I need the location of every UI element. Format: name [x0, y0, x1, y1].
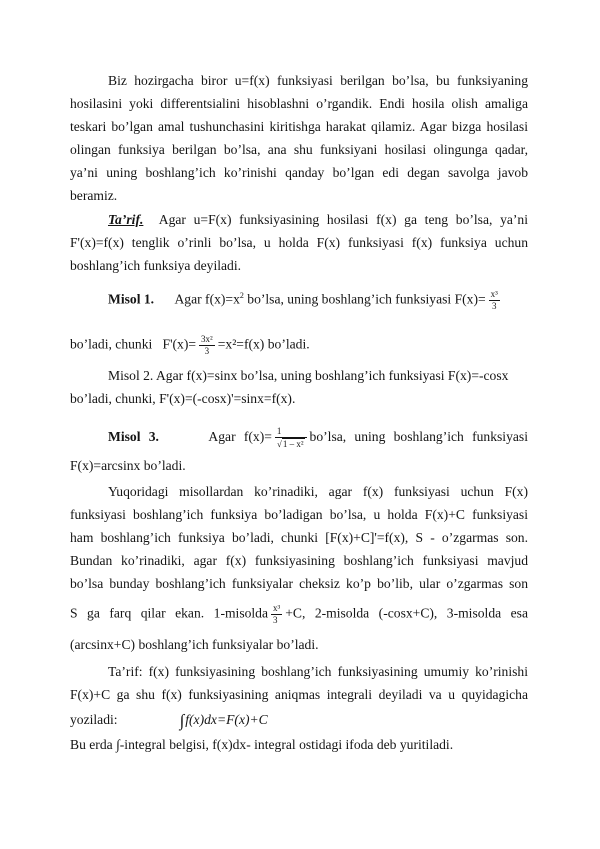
- definition1-line1: [108, 210, 528, 230]
- radicand: 1 – x²: [282, 439, 304, 449]
- fraction-denominator: 3: [492, 300, 497, 311]
- example3-text-a: Agar f(x)=: [208, 429, 272, 445]
- definition2-line4: Bu erda ∫-integral belgisi, f(x)dx- integral ostidagi ifoda deb yuritiladi.: [70, 737, 454, 752]
- example3-line1: [108, 426, 528, 450]
- example2-line2: bo’ladi, chunki, F'(x)=(-cosx)'=sinx=f(x).: [70, 391, 296, 406]
- para2-line5: bo’lsa bunday boshlang’ich funksiyalar cheksiz ko’p bo’lib, ular o’zgarmas son: [70, 576, 528, 591]
- para2-line4: Bundan ko’rinadiki, agar f(x) funksiyasining boshlang’ich funksiyasi mavjud: [70, 553, 528, 568]
- example1-text-d: F'(x)=: [162, 336, 197, 352]
- para2-fraction: [271, 603, 282, 626]
- para2-line1: Yuqoridagi misollardan ko’rinadiki, agar f(x) funksiyasi uchun F(x): [108, 484, 528, 499]
- example1-text-e: =x²=f(x) bo’ladi.: [217, 336, 310, 352]
- fraction-denominator: √1 – x²: [276, 439, 304, 449]
- para2-text-a: S ga farq qilar ekan. 1-misolda: [70, 605, 269, 621]
- fraction-numerator: x³: [273, 603, 281, 613]
- example1-text-c: bo’ladi, chunki: [70, 336, 153, 352]
- definition2-line1: Ta’rif: f(x) funksiyasining boshlang’ich funksiyasining umumiy ko’rinishi: [108, 664, 528, 679]
- example2-line1: Misol 2. Agar f(x)=sinx bo’lsa, uning boshlang’ich funksiyasi F(x)=-cosx: [108, 368, 509, 383]
- para1-line3: teskari bo’lgan amal tushunchasini kiritishga harakat qilamiz. Agar bizga hosilasi: [70, 119, 528, 134]
- example1-exponent: 2: [239, 291, 244, 300]
- fraction-numerator: 3x²: [201, 334, 213, 344]
- example3-fraction: [275, 426, 307, 450]
- definition1-line2: F'(x)=f(x) tenglik o’rinli bo’lsa, u holda F(x) funksiyasi f(x) funksiya uchun: [70, 235, 528, 250]
- definition1-text: Agar u=F(x) funksiyasining hosilasi f(x) ga teng bo’lsa, ya’ni: [158, 212, 528, 227]
- definition2-line2: F(x)+C ga shu f(x) funksiyasining aniqmas integrali deyiladi va u quyidagicha: [70, 687, 528, 702]
- para2-line7: (arcsinx+C) boshlang’ich funksiyalar bo’ladi.: [70, 637, 319, 652]
- definition2-line3: [70, 710, 528, 731]
- fraction-numerator: 1: [275, 426, 307, 438]
- para2-line6: [70, 603, 528, 626]
- para2-line2: funksiyasi boshlang’ich funksiya bo’ladigan bo’lsa, u holda F(x)+C funksiyasi: [70, 507, 528, 522]
- example3-line2: F(x)=arcsinx bo’ladi.: [70, 458, 186, 473]
- example3-label: Misol 3.: [108, 429, 159, 445]
- fraction-denominator: 3: [204, 346, 210, 356]
- example1-line2: [70, 334, 528, 357]
- para2-line3: ham boshlang’ich funksiya bo’ladi, chunki [F(x)+C]'=f(x), S - o’zgarmas son.: [70, 530, 528, 545]
- integral-sign: ∫: [179, 711, 185, 730]
- definition1-line3: boshlang’ich funksiya deyiladi.: [70, 258, 242, 273]
- para1-line1: Biz hozirgacha biror u=f(x) funksiyasi berilgan bo’lsa, bu funksiyaning: [108, 73, 528, 88]
- fraction-denominator: 3: [273, 615, 278, 625]
- example1-label: Misol 1.: [108, 291, 155, 307]
- example1-fraction2: [199, 334, 215, 357]
- example3-text-b: bo’lsa, uning boshlang’ich funksiyasi: [309, 429, 528, 445]
- example1-text-b: bo’lsa, uning boshlang’ich funksiyasi F(x)=: [243, 291, 486, 307]
- para1-line5: ya’ni uning boshlang’ich ko’rinishi qanday bo’lgan edi degan savolga javob: [70, 165, 528, 180]
- example1-text-a: Agar f(x)=x: [174, 291, 240, 307]
- definition2-text-a: yoziladi:: [70, 712, 118, 727]
- para1-line4: olingan funksiya berilgan bo’lsa, ana shu funksiyani hosilasi olingunga qadar,: [70, 142, 528, 157]
- para2-text-b: +C, 2-misolda (-cosx+C), 3-misolda esa: [285, 605, 528, 621]
- definition-label: Ta’rif.: [108, 212, 144, 227]
- example1-fraction: [489, 289, 500, 312]
- example1-line1: [108, 286, 528, 312]
- para1-line2: hosilasini yoki differentsialini hisoblashni o’rgandik. Endi hosila olish amaliga: [70, 96, 528, 111]
- fraction-numerator: x³: [490, 288, 498, 299]
- para1-line6: beramiz.: [70, 188, 118, 203]
- integral-formula: f(x)dx=F(x)+C: [185, 712, 268, 727]
